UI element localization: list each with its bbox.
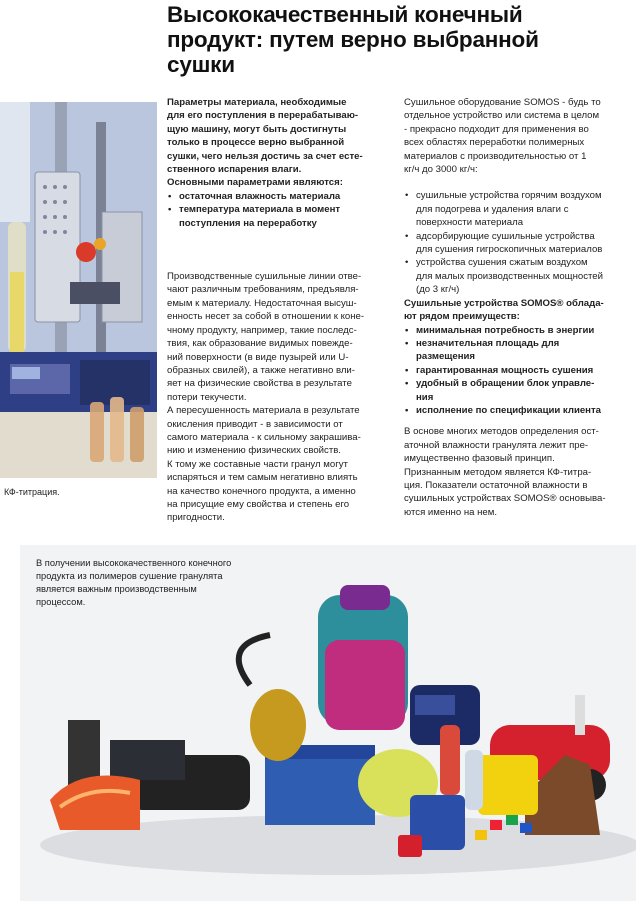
list-item: • сушильные устройства горячим воздухом для подогрева и удаления влаги с поверхности материала <box>404 189 630 229</box>
page-title <box>167 2 607 77</box>
list-item: • удобный в обращении блок управле- ния <box>404 377 630 404</box>
list-item: • минимальная потребность в энергии <box>404 324 630 337</box>
list-item: • устройства сушения сжатым воздухом для малых производственных мощностей (до 3 кг/ч) <box>404 256 630 296</box>
list-item: • незначительная площадь для размещения <box>404 337 630 364</box>
advantages-heading: Сушильные устройства SOMOS® облада- ют рядом преимуществ: <box>404 297 604 323</box>
title-line: Высококачественный конечный <box>167 2 523 27</box>
text-line: для его поступления в перерабатываю- <box>167 110 359 122</box>
paragraph-overdrying: А пересушенность материала в результате окисления приводит - в зависимости от самого материала - к сильному закрашива- нию и изменению физических свойств. К тому же составные части гранул могут испаряться и тем самым негативно влиять на качество конечного продукта, а именно на присущие ему свойства и степень его пригодности. <box>167 405 361 524</box>
params-heading: Основными параметрами являются: <box>167 177 343 189</box>
text-column-right <box>404 96 630 519</box>
title-line: продукт: путем верно выбранной <box>167 27 539 52</box>
list-item: • адсорбирующие сушильные устройства для сушения гигроскопичных материалов <box>404 230 630 257</box>
closing-paragraph: В основе многих методов определения ост- аточной влажности гранулята лежит пре- имущественно фазовый принцип. Признанным методом является КФ-титра- ция. Показатели остаточной влажности в сушильных устройствах SOMOS® основыва- ются именно на нем. <box>404 426 606 518</box>
text-line: щую машину, могут быть достигнуты <box>167 123 347 135</box>
products-photo-caption: В получении высококачественного конечного продукта из полимеров сушение гранулята является важным производственным процессом. <box>36 558 232 607</box>
devices-list <box>404 189 630 296</box>
text-line: сушки, чего нельзя достичь за счет есте- <box>167 150 363 162</box>
lab-photo-caption: КФ-титрация. <box>4 487 60 497</box>
params-list <box>167 190 385 230</box>
list-item: • исполнение по спецификации клиента <box>404 404 630 417</box>
text-column-left <box>167 96 385 525</box>
list-item: • гарантированная мощность сушения <box>404 364 630 377</box>
paragraph-underdrying: Производственные сушильные линии отве- чают различным требованиям, предъявля- емым к материалу. Недостаточная высуш- енность несет за собой в отношении к коне- чному продукту, например, такие последс- твия, как образование видимых повежде- ний поверхности (в виде пузырей или U- образных свилей), а также негативно вли- яет на физические свойства в результате потери текучести. <box>167 271 365 403</box>
lab-photo <box>0 102 157 478</box>
advantages-list <box>404 324 630 418</box>
text-line: только в процессе верно выбранной <box>167 137 345 149</box>
list-item: • температура материала в момент поступления на переработку <box>167 203 385 230</box>
intro-paragraph <box>167 96 385 176</box>
lab-photo-illustration <box>0 102 157 478</box>
intro-paragraph: Сушильное оборудование SOMOS - будь то отдельное устройство или система в целом - прекрасно подходит для применения во всех областях переработки полимерных материалов с производительностью от 1 кг/ч до 3000 кг/ч: <box>404 97 601 176</box>
text-line: Параметры материала, необходимые <box>167 97 347 108</box>
title-line: сушки <box>167 52 235 77</box>
text-line: ственного испарения влаги. <box>167 164 302 176</box>
list-item: • остаточная влажность материала <box>167 190 385 203</box>
